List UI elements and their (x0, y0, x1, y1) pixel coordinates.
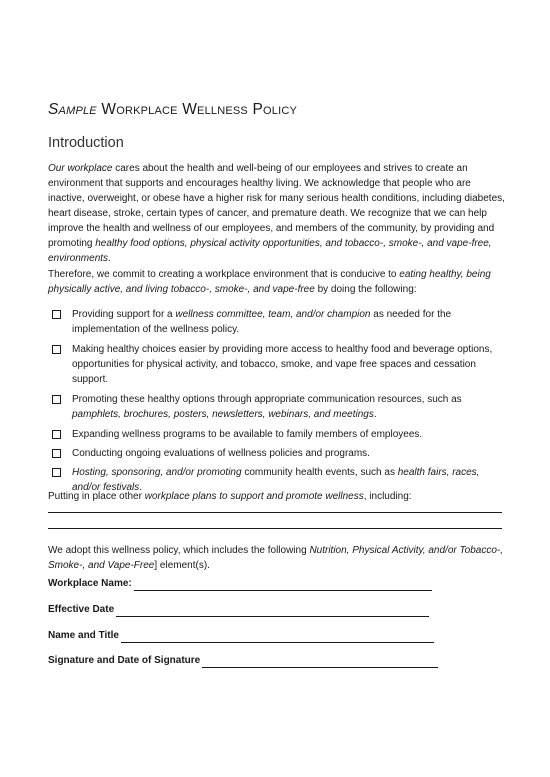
checklist-item-evaluations (48, 446, 508, 461)
item6-d: . (139, 482, 143, 493)
intro-s1: Our workplace (48, 163, 113, 174)
signature-blank[interactable] (202, 656, 438, 668)
title-main: Workplace Wellness Policy (101, 101, 298, 118)
effective-date-field (48, 603, 429, 617)
intro-s3: healthy food options, physical activity opportunities, and tobacco-, smoke-, and vape-free, environments (48, 238, 492, 264)
title-sample: Sample (48, 101, 97, 118)
checklist-item-family-programs (48, 427, 508, 442)
checkbox[interactable] (52, 430, 61, 439)
item1-b: wellness committee, team, and/or champion (175, 309, 371, 320)
item3-c: . (373, 409, 377, 420)
checklist-item-text: Expanding wellness programs to be available to family members of employees. (72, 429, 423, 440)
document-title (48, 101, 297, 119)
adopt-b: Nutrition, Physical Activity, and/or Tobacco-, Smoke-, and Vape-Free (48, 545, 504, 571)
item6-b: community health events, such as (241, 467, 398, 478)
adopt-c: ] element(s). (154, 560, 210, 571)
putting-c: , including: (363, 491, 412, 502)
item6-c: health fairs, races, and/or festivals (72, 467, 480, 493)
adoption-statement (48, 543, 508, 573)
checklist-item-healthy-choices (48, 342, 508, 387)
commitment-checklist (48, 307, 508, 498)
workplace-name-blank[interactable] (134, 579, 432, 591)
name-title-label: Name and Title (48, 630, 119, 641)
item1-a: Providing support for a (72, 309, 176, 320)
workplace-name-field (48, 577, 432, 591)
other-plans-text (48, 489, 508, 504)
checklist-item-text (72, 392, 508, 422)
putting-b: workplace plans to support and promote wellness (144, 491, 364, 502)
effective-date-blank[interactable] (116, 605, 429, 617)
checkbox[interactable] (52, 395, 61, 404)
checkbox[interactable] (52, 468, 61, 477)
item6-a: Hosting, sponsoring, and/or promoting (72, 467, 242, 478)
intro-paragraph (48, 161, 508, 266)
checkbox[interactable] (52, 345, 61, 354)
item3-a: Promoting these healthy options through appropriate communication resources, such as (72, 394, 462, 405)
signature-field (48, 654, 438, 668)
effective-date-label: Effective Date (48, 604, 115, 615)
checklist-item-promoting (48, 392, 508, 422)
commit-s1: Therefore, we commit to creating a workplace environment that is conducive to (48, 269, 400, 280)
commit-s3: by doing the following: (314, 284, 417, 295)
name-title-blank[interactable] (121, 631, 434, 643)
commit-s2: eating healthy, being physically active, and living tobacco-, smoke-, and vape-free (48, 269, 491, 295)
item1-c: as needed for the implementation of the wellness policy. (72, 309, 452, 335)
intro-s4: . (108, 253, 111, 264)
checklist-item-text: Conducting ongoing evaluations of wellness policies and programs. (72, 448, 370, 459)
checkbox[interactable] (52, 310, 61, 319)
checklist-item-text: Making healthy choices easier by providing more access to healthy food and beverage options, opportunities for physical activity, and tobacco, smoke, and vape free spaces and cessation support. (72, 344, 493, 385)
section-heading-introduction: Introduction (48, 135, 124, 151)
fill-in-line[interactable] (48, 512, 502, 513)
putting-a: Putting in place other (48, 491, 145, 502)
name-title-field (48, 629, 434, 643)
checklist-item-text (72, 307, 508, 337)
checklist-item-wellness-committee (48, 307, 508, 337)
item3-b: pamphlets, brochures, posters, newsletters, webinars, and meetings (72, 409, 374, 420)
workplace-name-label: Workplace Name: (48, 578, 132, 589)
signature-label: Signature and Date of Signature (48, 655, 201, 666)
fill-in-line[interactable] (48, 528, 502, 529)
adopt-a: We adopt this wellness policy, which includes the following (48, 545, 310, 556)
checkbox[interactable] (52, 449, 61, 458)
intro-s2: cares about the health and well-being of our employees and strives to create an environment that supports and encourages healthy living. We acknowledge that people who are inactive, overweight, or obese have a higher risk for many serious health conditions, including diabetes, heart disease, stroke, certain types of cancer, and premature death. We recognize that we can help improve the health and wellness of our employees, and members of the community, by providing and promoting (48, 163, 505, 249)
commit-paragraph (48, 267, 508, 297)
